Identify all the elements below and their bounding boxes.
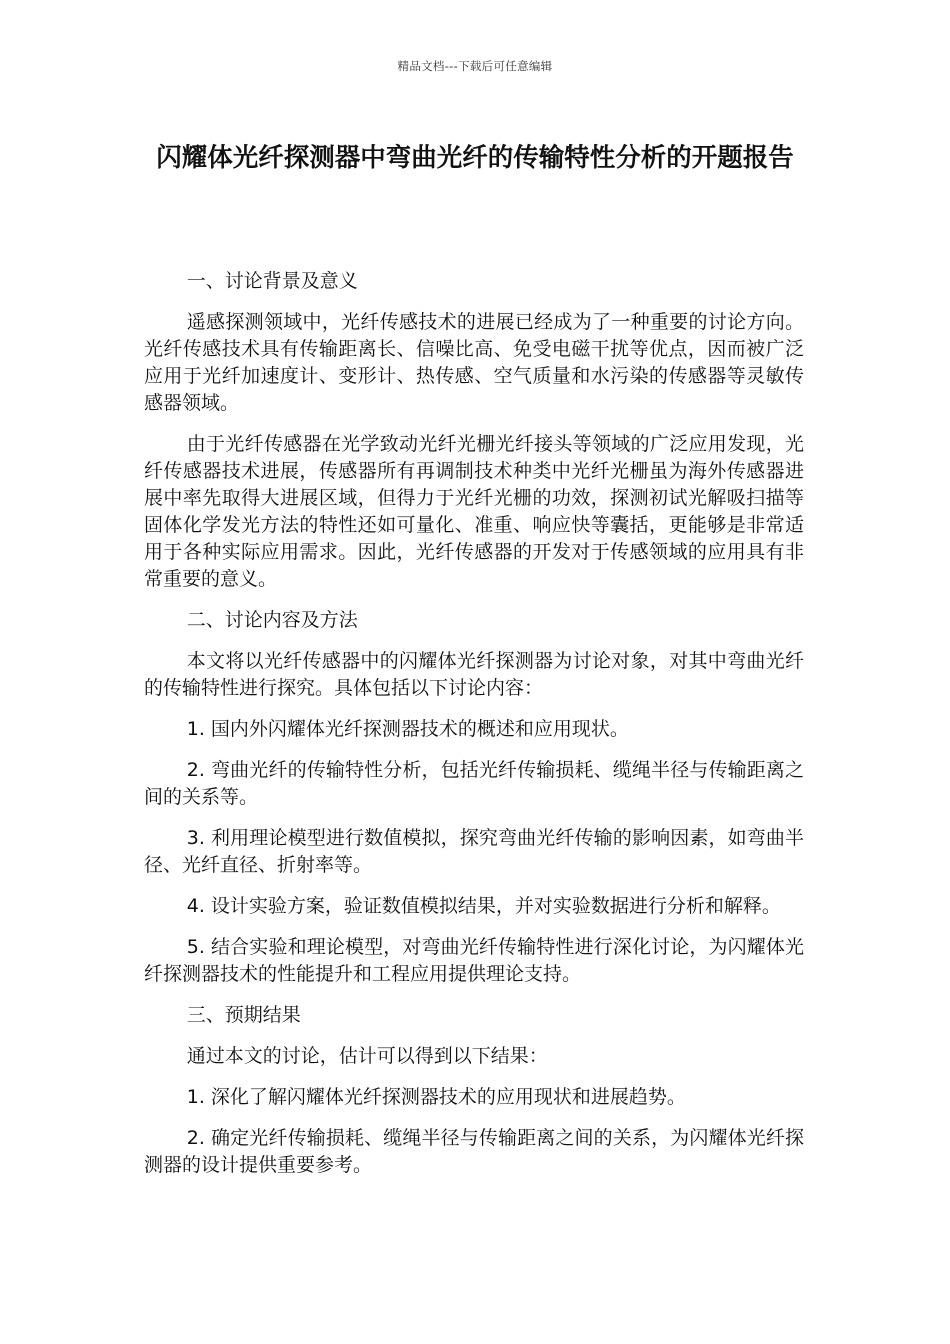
list-item: 1. 深化了解闪耀体光纤探测器技术的应用现状和进展趋势。 xyxy=(186,1086,686,1108)
header-note: 精品文档---下载后可任意编辑 xyxy=(397,59,553,73)
document-body xyxy=(144,268,804,1193)
list-item: 1. 国内外闪耀体光纤探测器技术的概述和应用现状。 xyxy=(186,718,629,740)
list-item: 2. 弯曲光纤的传输特性分析，包括光纤传输损耗、缆绳半径与传输距离之间的关系等。 xyxy=(144,759,804,808)
paragraph: 由于光纤传感器在光学致动光纤光栅光纤接头等领域的广泛应用发现，光纤传感器技术进展，传感器所有再调制技术种类中光纤光栅虽为海外传感器进展中率先取得大进展区域，但得力于光纤光栅的功效，探测初试光解吸扫描等固体化学发光方法的特性还如可量化、准重、响应快等囊括，更能够是非常适用于各种实际应用需求。因此，光纤传感器的开发对于传感领域的应用具有非常重要的意义。 xyxy=(144,433,804,590)
list-item: 2. 确定光纤传输损耗、缆绳半径与传输距离之间的关系，为闪耀体光纤探测器的设计提供重要参考。 xyxy=(144,1127,804,1176)
paragraph: 通过本文的讨论，估计可以得到以下结果： xyxy=(186,1045,548,1067)
section-heading-expected-results: 三、预期结果 xyxy=(186,1004,301,1026)
list-item: 5. 结合实验和理论模型，对弯曲光纤传输特性进行深化讨论，为闪耀体光纤探测器技术的性能提升和工程应用提供理论支持。 xyxy=(144,936,804,985)
document-title: 闪耀体光纤探测器中弯曲光纤的传输特性分析的开题报告 xyxy=(156,143,794,173)
paragraph: 遥感探测领域中，光纤传感技术的进展已经成为了一种重要的讨论方向。光纤传感技术具有传输距离长、信噪比高、免受电磁干扰等优点，因而被广泛应用于光纤加速度计、变形计、热传感、空气质量和水污染的传感器等灵敏传感器领域。 xyxy=(144,311,804,414)
section-heading-content-methods: 二、讨论内容及方法 xyxy=(186,609,358,631)
paragraph: 本文将以光纤传感器中的闪耀体光纤探测器为讨论对象，对其中弯曲光纤的传输特性进行探究。具体包括以下讨论内容： xyxy=(144,650,804,699)
list-item: 3. 利用理论模型进行数值模拟，探究弯曲光纤传输的影响因素，如弯曲半径、光纤直径、折射率等。 xyxy=(144,827,804,876)
section-heading-background: 一、讨论背景及意义 xyxy=(186,270,358,292)
list-item: 4. 设计实验方案，验证数值模拟结果，并对实验数据进行分析和解释。 xyxy=(186,895,781,917)
